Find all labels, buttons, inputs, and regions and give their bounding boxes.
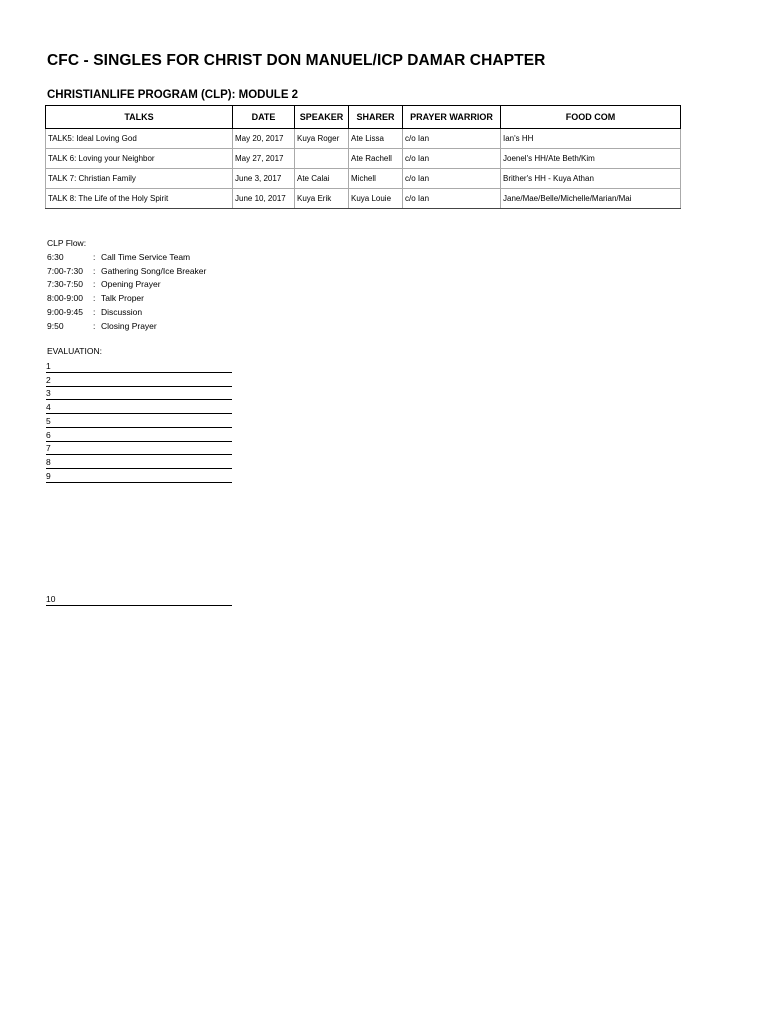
flow-separator: : (93, 293, 96, 304)
flow-activity: Discussion (101, 306, 143, 317)
column-header-sharer: SHARER (349, 106, 403, 129)
table-cell: Joenel's HH/Ate Beth/Kim (501, 149, 681, 169)
column-header-food-com: FOOD COM (501, 106, 681, 129)
table-cell: Kuya Erik (295, 189, 349, 209)
table-row (46, 189, 681, 209)
flow-time: 6:30 (47, 251, 64, 262)
flow-separator: : (93, 265, 96, 276)
flow-activity: Talk Proper (101, 293, 144, 304)
table-cell: June 3, 2017 (233, 169, 295, 189)
evaluation-line: 5 (46, 416, 232, 428)
evaluation-line: 2 (46, 375, 232, 387)
table-cell: Kuya Louie (349, 189, 403, 209)
flow-activity: Call Time Service Team (101, 251, 191, 262)
table-cell: May 20, 2017 (233, 129, 295, 149)
table-cell: Ate Lissa (349, 129, 403, 149)
table-row (46, 149, 681, 169)
evaluation-line: 9 (46, 471, 232, 483)
page-subtitle: CHRISTIANLIFE PROGRAM (CLP): MODULE 2 (47, 89, 299, 101)
flow-item (47, 278, 206, 292)
flow-separator: : (93, 320, 96, 331)
flow-separator: : (93, 279, 96, 290)
table-cell: Kuya Roger (295, 129, 349, 149)
clp-flow (47, 237, 206, 334)
table-header-row (46, 106, 681, 129)
table-cell (295, 149, 349, 169)
evaluation-line: 10 (46, 594, 232, 606)
schedule-table (45, 105, 681, 209)
evaluation-line: 3 (46, 388, 232, 400)
flow-item (47, 265, 206, 279)
flow-separator: : (93, 306, 96, 317)
column-header-prayer-warrior: PRAYER WARRIOR (403, 106, 501, 129)
flow-activity: Closing Prayer (101, 320, 157, 331)
table-cell: June 10, 2017 (233, 189, 295, 209)
column-header-speaker: SPEAKER (295, 106, 349, 129)
page-title: CFC - SINGLES FOR CHRIST DON MANUEL/ICP DAMAR CHAPTER (47, 52, 546, 69)
table-cell: TALK 8: The Life of the Holy Spirit (46, 189, 233, 209)
flow-separator: : (93, 251, 96, 262)
clp-flow-heading: CLP Flow: (47, 238, 87, 248)
flow-time: 8:00-9:00 (47, 293, 83, 304)
evaluation-heading: EVALUATION: (47, 346, 102, 356)
flow-item (47, 320, 206, 334)
table-cell: May 27, 2017 (233, 149, 295, 169)
table-cell: c/o Ian (403, 189, 501, 209)
flow-activity: Opening Prayer (101, 279, 161, 290)
table-cell: Ian's HH (501, 129, 681, 149)
table-row (46, 169, 681, 189)
evaluation-line: 4 (46, 402, 232, 414)
evaluation-line: 6 (46, 430, 232, 442)
table-cell: Jane/Mae/Belle/Michelle/Marian/Mai (501, 189, 681, 209)
table-cell: c/o Ian (403, 129, 501, 149)
evaluation-line: 1 (46, 361, 232, 373)
table-cell: Brither's HH - Kuya Athan (501, 169, 681, 189)
table-cell: c/o Ian (403, 149, 501, 169)
flow-item (47, 306, 206, 320)
flow-item (47, 292, 206, 306)
table-cell: TALK 7: Christian Family (46, 169, 233, 189)
table-cell: TALK 6: Loving your Neighbor (46, 149, 233, 169)
column-header-date: DATE (233, 106, 295, 129)
evaluation-line: 8 (46, 457, 232, 469)
column-header-talks: TALKS (46, 106, 233, 129)
flow-time: 9:00-9:45 (47, 306, 83, 317)
table-cell: Michell (349, 169, 403, 189)
flow-time: 7:30-7:50 (47, 279, 83, 290)
flow-item (47, 251, 206, 265)
flow-time: 9:50 (47, 320, 64, 331)
table-row (46, 129, 681, 149)
table-cell: TALK5: Ideal Loving God (46, 129, 233, 149)
evaluation-line: 7 (46, 443, 232, 455)
table-cell: c/o Ian (403, 169, 501, 189)
table-cell: Ate Calai (295, 169, 349, 189)
table-cell: Ate Rachell (349, 149, 403, 169)
flow-activity: Gathering Song/Ice Breaker (101, 265, 207, 276)
flow-time: 7:00-7:30 (47, 265, 83, 276)
